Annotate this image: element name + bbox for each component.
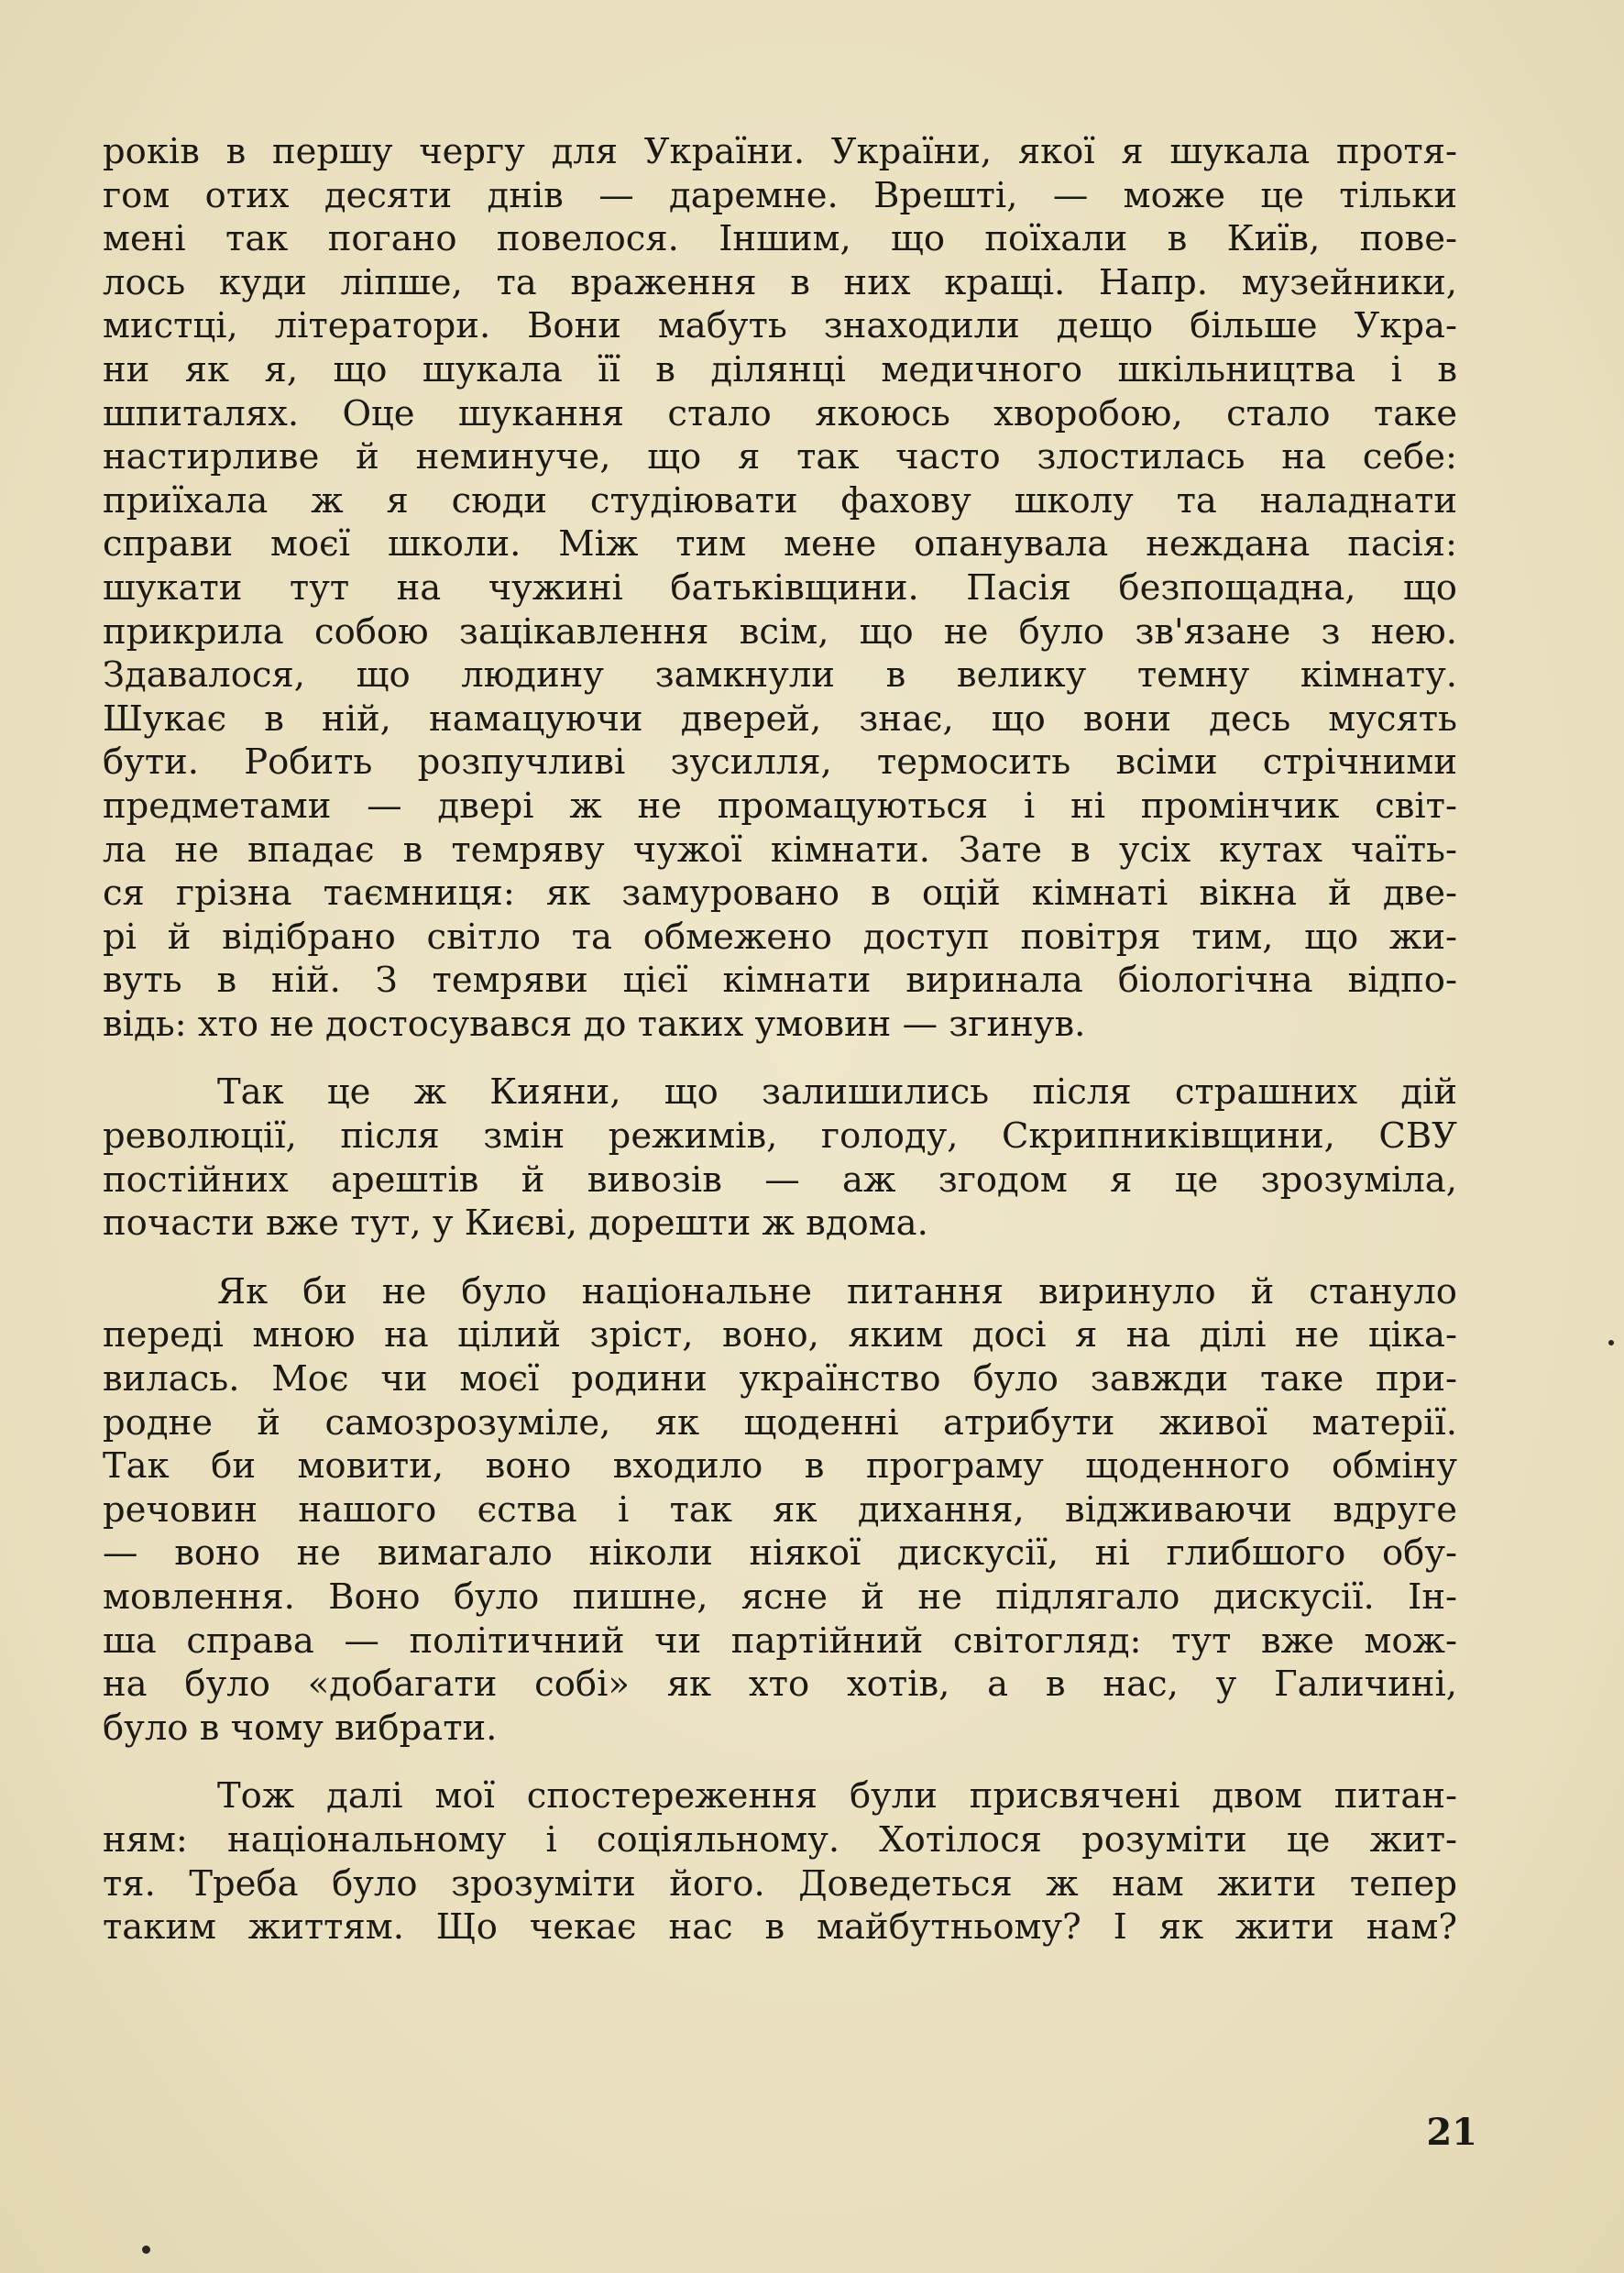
text-line: шукати тут на чужині батьківщини. Пасія безпощадна, що bbox=[103, 566, 1457, 609]
text-line: — воно не вимагало ніколи ніякої дискусії, ні глибшого обу- bbox=[103, 1532, 1457, 1575]
text-line: Так це ж Кияни, що залишились після страшних дій bbox=[217, 1071, 1457, 1114]
text-line: речовин нашого єства і так як дихання, відживаючи вдруге bbox=[103, 1488, 1457, 1531]
text-line: переді мною на цілий зріст, воно, яким досі я на ділі не ціка- bbox=[103, 1314, 1457, 1356]
text-line: прикрила собою зацікавлення всім, що не було зв'язане з нею. bbox=[103, 610, 1457, 653]
text-line: мовлення. Воно було пишне, ясне й не підлягало дискусії. Ін- bbox=[103, 1576, 1457, 1618]
text-line: мені так погано повелося. Іншим, що поїхали в Київ, пове- bbox=[103, 218, 1457, 260]
text-line: революції, після змін режимів, голоду, Скрипниківщини, СВУ bbox=[103, 1115, 1457, 1158]
text-line: настирливе й неминуче, що я так часто злостилась на себе: bbox=[103, 436, 1457, 478]
text-line: гом отих десяти днів — даремне. Врешті, — може це тільки bbox=[103, 174, 1457, 216]
text-line: ся грізна таємниця: як замуровано в оцій кімнаті вікна й две- bbox=[103, 873, 1457, 915]
text-line: ни як я, що шукала її в ділянці медичного шкільництва і в bbox=[103, 348, 1457, 390]
text-line: почасти вже тут, у Києві, дорешти ж вдома. bbox=[103, 1202, 928, 1245]
paragraph-2 bbox=[103, 1071, 1457, 1245]
text-line: вуть в ній. З темряви цієї кімнати виринала біологічна відпо- bbox=[103, 960, 1457, 1002]
ink-speck bbox=[1608, 1340, 1614, 1345]
text-line: було в чому вибрати. bbox=[103, 1707, 498, 1749]
text-line: Так би мовити, воно входило в програму щоденного обміну bbox=[103, 1445, 1457, 1488]
text-line: шпиталях. Оце шукання стало якоюсь хворобою, стало таке bbox=[103, 392, 1457, 434]
body-text bbox=[103, 130, 1457, 1949]
paragraph-3 bbox=[103, 1270, 1457, 1751]
text-line: Тож далі мої спостереження були присвячені двом питан- bbox=[217, 1775, 1457, 1817]
text-line: таким життям. Що чекає нас в майбутньому? І як жити нам? bbox=[103, 1906, 1457, 1949]
text-line: Здавалося, що людину замкнули в велику темну кімнату. bbox=[103, 654, 1457, 697]
text-line: предметами — двері ж не промацуються і ні промінчик світ- bbox=[103, 785, 1457, 827]
paragraph-4 bbox=[103, 1774, 1457, 1949]
text-line: родне й самозрозуміле, як щоденні атрибути живої матерії. bbox=[103, 1401, 1457, 1444]
text-line: вилась. Моє чи моєї родини українство було завжди таке при- bbox=[103, 1358, 1457, 1400]
ink-speck bbox=[142, 2246, 150, 2254]
text-line: на було «добагати собі» як хто хотів, а в нас, у Галичині, bbox=[103, 1664, 1457, 1706]
text-line: лось куди ліпше, та враження в них кращі. Напр. музейники, bbox=[103, 261, 1457, 303]
text-line: приїхала ж я сюди студіювати фахову школу та наладнати bbox=[103, 479, 1457, 522]
text-line: років в першу чергу для України. України, якої я шукала протя- bbox=[103, 131, 1457, 172]
text-line: відь: хто не достосувався до таких умовин — згинув. bbox=[103, 1003, 1086, 1045]
text-line: справи моєї школи. Між тим мене опанувала неждана пасія: bbox=[103, 523, 1457, 566]
text-line: Як би не було національне питання виринуло й стануло bbox=[217, 1270, 1457, 1312]
text-line: тя. Треба було зрозуміти його. Доведеться ж нам жити тепер bbox=[103, 1862, 1457, 1905]
text-line: бути. Робить розпучливі зусилля, термосить всіми стрічними bbox=[103, 741, 1457, 784]
text-line: ням: національному і соціяльному. Хотілося розуміти це жит- bbox=[103, 1818, 1457, 1861]
text-line: ша справа — політичний чи партійний світогляд: тут вже мож- bbox=[103, 1620, 1457, 1662]
paragraph-1 bbox=[103, 130, 1457, 1046]
text-line: ла не впадає в темряву чужої кімнати. Зате в усіх кутах чаїть- bbox=[103, 829, 1457, 871]
page-number: 21 bbox=[1426, 2111, 1477, 2154]
text-line: рі й відібрано світло та обмежено доступ повітря тим, що жи- bbox=[103, 916, 1457, 958]
text-line: Шукає в ній, намацуючи дверей, знає, що вони десь мусять bbox=[103, 697, 1457, 740]
text-line: постійних арештів й вивозів — аж згодом я це зрозуміла, bbox=[103, 1158, 1457, 1201]
text-line: мистці, літератори. Вони мабуть знаходили дещо більше Укра- bbox=[103, 305, 1457, 347]
